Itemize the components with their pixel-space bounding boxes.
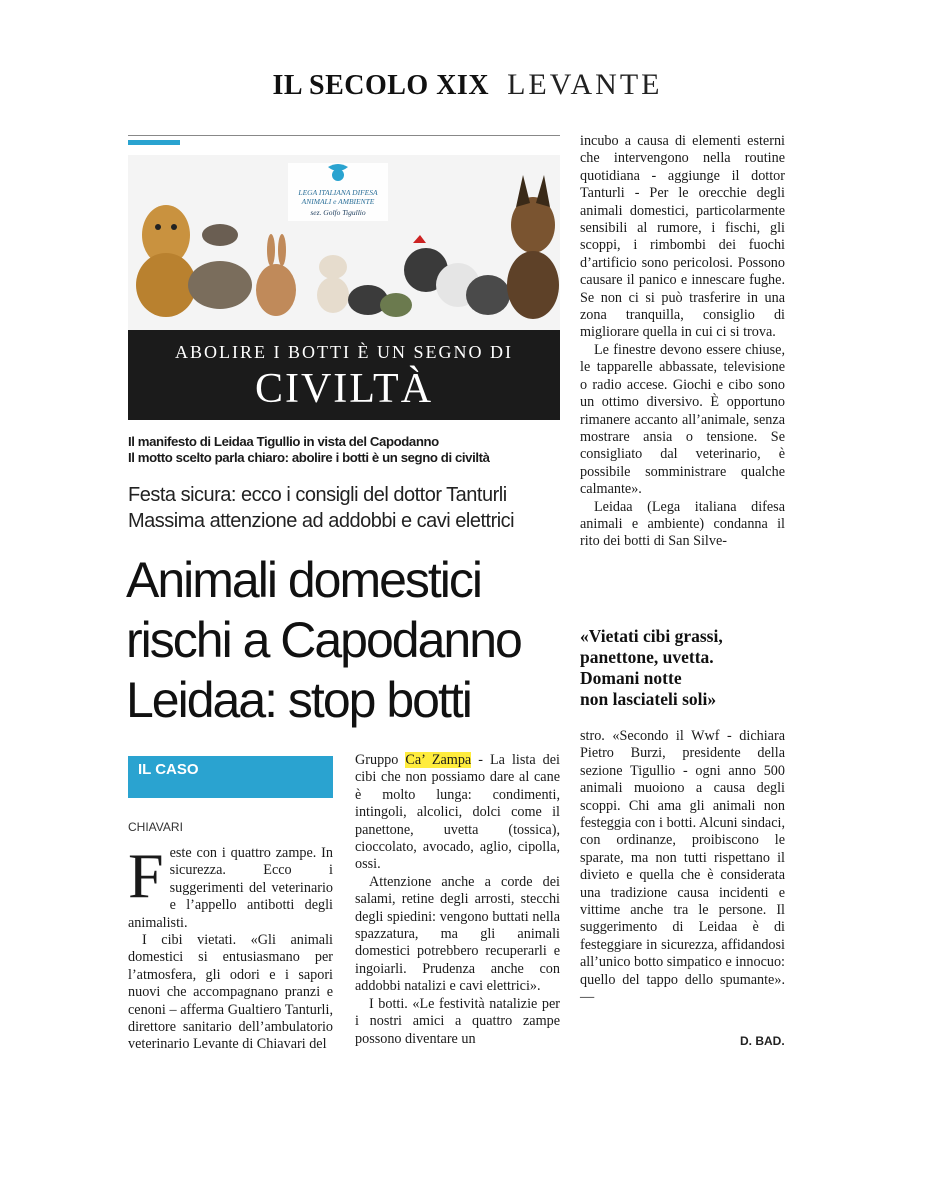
logo-line-3: sez. Golfo Tigullio xyxy=(310,208,366,217)
kicker-line-2: Massima attenzione ad addobbi e cavi elettrici xyxy=(128,510,515,532)
paragraph: incubo a causa di elementi esterni che intervengono nella routine quotidiana - aggiunge il dottor Tanturli - Per le orecchie degli animali domestici, particolarmente sensibili al rumore, i fischi, gli scoppi, i rimbombi dei fuochi d’artificio sono pericolosi. Possono causare il panico e innescare fughe. Se non ci si può trasferire in una zona tranquilla, consiglio di migliorare quella in cui ci si trova. xyxy=(580,133,785,341)
cat-icon xyxy=(188,261,252,309)
animals-illustration xyxy=(128,155,560,330)
animals-photo xyxy=(128,155,560,330)
kicker-line-1: Festa sicura: ecco i consigli del dottor Tanturli xyxy=(128,484,507,506)
paragraph: Le finestre devono essere chiuse, le tapparelle abbassate, televisione o radio accese. Giochi e cibo sono un ottimo diversivo. È opportuno rimanere accanto all’animale, senza mostrare ansia o tensione. Se consigliato dal veterinario, è possibile somministrare qualche calmante». xyxy=(580,341,785,498)
paragraph-text: - La lista dei cibi che non possiamo dare al cane è molto lunga: condimenti, intingoli, alcolici, dolci come il panettone, uvetta (tossica), cioccolato, avocado, aglio, cipolla, ossi. xyxy=(355,752,560,873)
banner-subtitle: ABOLIRE I BOTTI È UN SEGNO DI xyxy=(175,342,513,362)
caption-line-2: Il motto scelto parla chiaro: abolire i botti è un segno di civiltà xyxy=(128,450,490,465)
accent-bar xyxy=(128,140,180,145)
pull-quote-line-4: non lasciateli soli» xyxy=(580,689,717,709)
pull-quote-line-3: Domani notte xyxy=(580,668,682,688)
article-column-2 xyxy=(355,752,560,1048)
pull-quote-line-2: panettone, uvetta. xyxy=(580,647,714,667)
paragraph: I botti. «Le festività natalizie per i nostri amici a quattro zampe possono diventare un xyxy=(355,995,560,1047)
bird-icon xyxy=(202,224,238,246)
masthead xyxy=(0,68,935,102)
paragraph: stro. «Secondo il Wwf - dichiara Pietro Burzi, presidente della sezione Tigullio - ogni anno 500 animali muoiono a causa degli scoppi. Chi ama gli animali non festeggia con i botti. Alcuni sindaci, con ordinanze, proibiscono le sparate, ma non tutti rispettano il divieto e quella che è considerata una tradizione causa incidenti e vittime anche tra le persone. Il suggerimento di Leidaa è di festeggiare in sicurezza, affidandosi all’unico botto simpatico e innocuo: quello del tappo dello spumante». — xyxy=(580,728,785,1006)
turtle-icon xyxy=(380,293,412,317)
caption-line-1: Il manifesto di Leidaa Tigullio in vista del Capodanno xyxy=(128,434,439,449)
logo-line-1: LEGA ITALIANA DIFESA xyxy=(298,188,378,197)
paragraph xyxy=(128,840,333,932)
section-label: IL CASO xyxy=(128,756,333,798)
drop-cap: F xyxy=(128,840,164,911)
logo-line-2: ANIMALI e AMBIENTE xyxy=(301,197,375,206)
pull-quote xyxy=(580,626,785,710)
edition-name: LEVANTE xyxy=(507,68,663,101)
byline: D. BAD. xyxy=(740,1034,785,1048)
paragraph xyxy=(355,752,560,874)
paragraph-text: Gruppo xyxy=(355,752,406,768)
headline xyxy=(126,550,576,730)
newspaper-name: IL SECOLO XIX xyxy=(272,70,490,101)
paragraph-text: este con i quattro zampe. In sicurezza. Ecco i suggerimenti del veterinario e l’appello antibotti degli animalisti. xyxy=(128,845,333,931)
headline-line-2: rischi a Capodanno xyxy=(126,612,521,668)
article-column-3 xyxy=(580,133,785,551)
headline-line-1: Animali domestici xyxy=(126,552,482,608)
kicker xyxy=(128,482,568,534)
top-rule xyxy=(128,135,560,136)
paragraph: Attenzione anche a corde dei salami, retine degli arrosti, stecchi degli spiedini: vengono buttati nella spazzatura, ma gli animali domestici potrebbero recuperarli e ingoiarli. Prudenza anche con addobbi natalizi e cavi elettrici». xyxy=(355,873,560,995)
article-column-1 xyxy=(128,840,333,1054)
dateline: CHIAVARI xyxy=(128,820,183,834)
rabbit-icon xyxy=(256,264,296,316)
article-column-3-continued xyxy=(580,728,785,1007)
slogan-banner xyxy=(128,330,560,420)
highlighted-text: Ca’ Zampa xyxy=(405,752,472,768)
black-cat-icon xyxy=(466,275,510,315)
pull-quote-line-1: «Vietati cibi grassi, xyxy=(580,626,723,646)
headline-line-3: Leidaa: stop botti xyxy=(126,672,471,728)
banner-title: CIVILTÀ xyxy=(254,366,434,412)
paragraph: I cibi vietati. «Gli animali domestici si entusiasmano per l’atmosfera, gli odori e i sapori nuovi che accompagnano pranzi e cenoni – afferma Gualtiero Tanturli, direttore sanitario dell’ambulatorio veterinario Levante di Chiavari del xyxy=(128,932,333,1053)
paragraph: Leidaa (Lega italiana difesa animali e ambiente) condanna il rito dei botti di San Silve- xyxy=(580,498,785,550)
small-dog-icon xyxy=(319,255,347,279)
photo-caption xyxy=(128,434,568,466)
